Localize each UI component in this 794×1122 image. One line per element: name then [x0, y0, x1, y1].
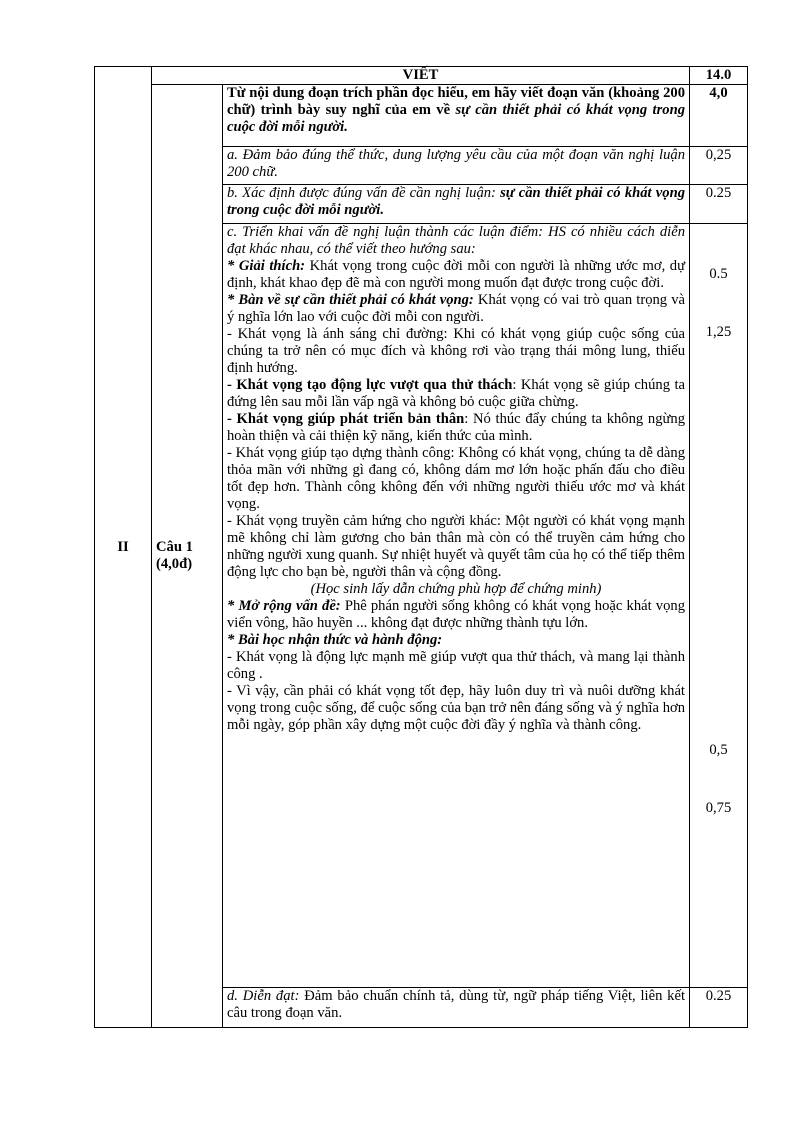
- section-title: VIẾT: [152, 67, 690, 85]
- expand-paragraph: [227, 598, 685, 632]
- expand-text: Phê phán người sống không có khát vọng hoặc khát vọng viển vông, hão huyền ... không đạt được những thành tựu lớn.: [227, 597, 685, 631]
- prompt-emphasis: sự cần thiết phải có khát vọng trong cuộc đời mỗi người.: [227, 102, 685, 136]
- explain-paragraph: [227, 258, 685, 292]
- criterion-d-body: Đảm bảo chuẩn chính tả, dùng từ, ngữ pháp tiếng Việt, liên kết câu trong đoạn văn.: [227, 987, 685, 1021]
- criterion-a-score: 0,25: [690, 146, 748, 184]
- discuss-label: * Bàn về sự cần thiết phải có khát vọng:: [227, 291, 474, 308]
- prompt-plain: Từ nội dung đoạn trích phần đọc hiểu, em hãy viết đoạn văn (khoảng 200 chữ) trình bày suy nghĩ của em về: [227, 85, 685, 119]
- point-2-label: - Khát vọng tạo động lực vượt qua thử thách: [227, 376, 513, 393]
- point-4: - Khát vọng giúp tạo dựng thành công: Không có khát vọng, chúng ta dễ dàng thỏa mãn với những gì đang có, không dám mơ lớn hoặc phấn đấu cho điều tốt đẹp hơn. Thành công không đến với những người thiếu ước mơ và khát vọng.: [227, 444, 685, 512]
- explain-text: Khát vọng trong cuộc đời mỗi con người là những ước mơ, dự định, khát khao đẹp đẽ mà con người mong muốn đạt được trong cuộc đời.: [227, 257, 685, 291]
- lesson-label: * Bài học nhận thức và hành động:: [227, 631, 443, 648]
- expand-score: 0,5: [709, 741, 728, 758]
- explain-score: 0.5: [709, 265, 728, 282]
- criterion-d-score: 0.25: [690, 987, 748, 1027]
- discuss-text: Khát vọng có vai trò quan trọng và ý nghĩa lớn lao với cuộc đời mỗi con người.: [227, 291, 685, 325]
- criterion-d-text: [223, 987, 690, 1027]
- evidence-note: (Học sinh lấy dẫn chứng phù hợp để chứng minh): [310, 580, 602, 597]
- grading-table: [94, 66, 748, 1028]
- point-3-label: - Khát vọng giúp phát triển bản thân: [227, 410, 465, 427]
- point-1: - Khát vọng là ánh sáng chỉ đường: Khi có khát vọng giúp cuộc sống của chúng ta trở nên có mục đích và không rơi vào trạng thái mông lung, thiếu định hướng.: [227, 325, 685, 376]
- part-number: II: [95, 67, 152, 1028]
- criterion-c-scores: [690, 223, 748, 987]
- question-prompt: [223, 85, 690, 147]
- criterion-c-intro: c. Triển khai vấn đề nghị luận thành các luận điểm: HS có nhiều cách diễn đạt khác nhau, có thể viết theo hướng sau:: [227, 223, 685, 257]
- point-2-text: : Khát vọng sẽ giúp chúng ta đứng lên sau mỗi lần vấp ngã và không bỏ cuộc giữa chừng.: [227, 376, 685, 410]
- section-score: 14.0: [690, 67, 748, 85]
- point-3-text: : Nó thúc đẩy chúng ta không ngừng hoàn thiện và cải thiện kỹ năng, kiến thức của mình.: [227, 410, 685, 444]
- section-header-row: [95, 67, 748, 85]
- question-label-line2: (4,0đ): [156, 556, 193, 573]
- explain-label: * Giải thích:: [227, 257, 306, 274]
- expand-label: * Mở rộng vấn đề:: [227, 597, 341, 614]
- point-2: [227, 377, 685, 411]
- criterion-b-text: [223, 185, 690, 223]
- question-label-line1: Câu 1: [156, 539, 193, 556]
- prompt-score: 4,0: [690, 85, 748, 147]
- point-5: - Khát vọng truyền cảm hứng cho người khác: Một người có khát vọng mạnh mẽ không chỉ làm gương cho bản thân mà còn có thể truyền cảm hứng cho những người xung quanh. Sự nhiệt huyết và quyết tâm của họ có thể tiếp thêm động lực cho bạn bè, người thân và cộng đồng.: [227, 512, 685, 580]
- discuss-score: 1,25: [705, 323, 732, 340]
- prompt-row: [95, 85, 748, 147]
- criterion-d-label: d. Diễn đạt:: [227, 987, 300, 1004]
- discuss-paragraph: [227, 292, 685, 326]
- criterion-c-content: [223, 223, 690, 987]
- point-3: [227, 411, 685, 445]
- lesson-2: - Vì vậy, cần phải có khát vọng tốt đẹp, hãy luôn duy trì và nuôi dưỡng khát vọng trong cuộc sống, để cuộc sống của bạn trở nên đáng sống và ý nghĩa hơn mỗi ngày, góp phần xây dựng một cuộc đời đầy ý nghĩa và thành công.: [227, 682, 685, 733]
- question-label: [152, 85, 223, 1028]
- lesson-1: - Khát vọng là động lực mạnh mẽ giúp vượt qua thử thách, và mang lại thành công .: [227, 648, 685, 682]
- criterion-b-score: 0.25: [690, 185, 748, 223]
- criterion-b-label: b. Xác định được đúng vấn đề cần nghị luận:: [227, 185, 501, 202]
- lesson-score: 0,75: [705, 799, 732, 816]
- criterion-b-emphasis: sự cần thiết phải có khát vọng trong cuộc đời mỗi người.: [227, 185, 685, 219]
- criterion-a-text: a. Đảm bảo đúng thể thức, dung lượng yêu cầu của một đoạn văn nghị luận 200 chữ.: [223, 146, 690, 184]
